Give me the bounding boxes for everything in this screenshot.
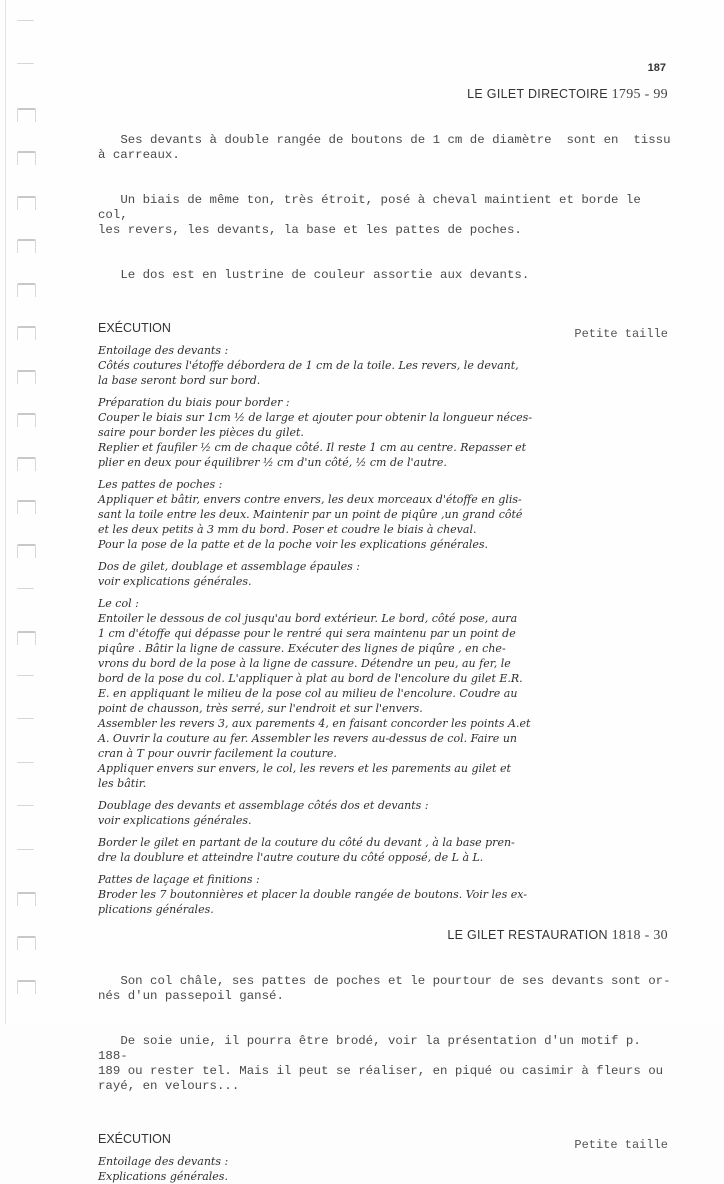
binder-hole-icon — [17, 457, 36, 471]
page-number: 187 — [647, 62, 666, 74]
binder-hole-icon — [17, 151, 36, 165]
binder-edge-line — [5, 0, 6, 1024]
step-line: Entoiler le dessous de col jusqu'au bord extérieur. Le bord, côté pose, aura — [98, 612, 518, 625]
step-heading: Dos de gilet, doublage et assemblage épaules : — [98, 560, 360, 573]
instruction-step — [98, 395, 672, 470]
step-line: Assembler les revers 3, aux parements 4, en faisant concorder les points A.et — [98, 717, 531, 730]
instruction-step — [98, 872, 672, 917]
step-line: 1 cm d'étoffe qui dépasse pour le rentré qui sera maintenu par un point de — [98, 627, 516, 640]
binder-hole-icon — [17, 196, 36, 210]
instruction-step — [98, 596, 672, 791]
step-line: Appliquer et bâtir, envers contre envers, les deux morceaux d'étoffe en glis- — [98, 493, 522, 506]
step-line: vrons du bord de la pose à la ligne de cassure. Détendre un peu, au fer, le — [98, 657, 511, 670]
size-label: Petite taille — [574, 327, 668, 341]
binder-hole-icon — [17, 239, 36, 253]
binder-hole-icon — [17, 413, 36, 427]
page-number-row — [98, 58, 666, 74]
step-line: E. en appliquant le milieu de la pose col au milieu de l'encolure. Coudre au — [98, 687, 518, 700]
step-line: Couper le biais sur 1cm ½ de large et ajouter pour obtenir la longueur néces- — [98, 411, 533, 424]
step-heading: Préparation du biais pour border : — [98, 396, 290, 409]
step-line: Côtés coutures l'étoffe débordera de 1 cm de la toile. Les revers, le devant, — [98, 359, 519, 372]
intro-paragraph: De soie unie, il pourra être brodé, voir la présentation d'un motif p. 188- 189 ou rester tel. Mais il peut se réaliser, en piqué ou casimir à fleurs ou rayé, en velours... — [98, 1034, 664, 1093]
step-line: Pour la pose de la patte et de la poche voir les explications générales. — [98, 538, 489, 551]
step-heading: Doublage des devants et assemblage côtés dos et devants : — [98, 799, 429, 812]
binder-hole-icon — [17, 326, 36, 340]
step-line: point de chausson, très serré, sur l'endroit et sur l'envers. — [98, 702, 423, 715]
binder-hole-icon — [17, 108, 36, 122]
instruction-step — [98, 477, 672, 552]
binder-hole-icon — [17, 20, 34, 21]
step-line: Broder les 7 boutonnières et placer la double rangée de boutons. Voir les ex- — [98, 888, 527, 901]
binder-hole-icon — [17, 370, 36, 384]
step-line: Explications générales. — [98, 1170, 228, 1183]
binder-hole-icon — [17, 718, 34, 719]
execution-row — [98, 321, 672, 343]
binder-hole-icon — [17, 675, 34, 676]
section-years: 1818 - 30 — [611, 928, 668, 943]
intro-paragraph: Ses devants à double rangée de boutons de 1 cm de diamètre sont en tissu à carreaux. — [98, 133, 671, 162]
step-line: sant la toile entre les deux. Maintenir par un point de piqûre ,un grand côté — [98, 508, 523, 521]
binder-hole-icon — [17, 762, 34, 763]
step-line: bord de la pose du col. L'appliquer à plat au bord de l'encolure du gilet E.R. — [98, 672, 523, 685]
step-line: Appliquer envers sur envers, le col, les revers et les parements au gilet et — [98, 762, 511, 775]
instruction-step — [98, 559, 672, 589]
step-line: et les deux petits à 3 mm du bord. Poser et coudre le biais à cheval. — [98, 523, 477, 536]
execution-row — [98, 1132, 672, 1154]
step-line: Border le gilet en partant de la couture du côté du devant , à la base pren- — [98, 836, 515, 849]
binder-hole-icon — [17, 544, 36, 558]
section-title-text: LE GILET RESTAURATION — [447, 928, 608, 942]
step-heading: Entoilage des devants : — [98, 344, 229, 357]
step-heading: Pattes de laçage et finitions : — [98, 873, 260, 886]
binder-hole-icon — [17, 63, 34, 64]
step-line: voir explications générales. — [98, 814, 252, 827]
binder-hole-icon — [17, 936, 36, 950]
instruction-step — [98, 1154, 672, 1184]
step-heading: Le col : — [98, 597, 139, 610]
execution-heading: EXÉCUTION — [98, 321, 171, 335]
step-line: les bâtir. — [98, 777, 147, 790]
step-line: A. Ouvrir la couture au fer. Assembler les revers au-dessus de col. Faire un — [98, 732, 517, 745]
execution-heading: EXÉCUTION — [98, 1132, 171, 1146]
step-line: voir explications générales. — [98, 575, 252, 588]
step-line: Replier et faufiler ½ cm de chaque côté. Il reste 1 cm au centre. Repasser et — [98, 441, 527, 454]
binder-hole-icon — [17, 980, 36, 994]
section-intro — [98, 103, 672, 313]
step-line: la base seront bord sur bord. — [98, 374, 261, 387]
step-line: saire pour border les pièces du gilet. — [98, 426, 304, 439]
section-intro — [98, 944, 672, 1124]
binder-hole-icon — [17, 805, 34, 806]
binder-hole-icon — [17, 631, 36, 645]
intro-paragraph: Le dos est en lustrine de couleur assortie aux devants. — [98, 268, 530, 282]
instructions — [98, 1154, 672, 1184]
intro-paragraph: Un biais de même ton, très étroit, posé à cheval maintient et borde le col, les revers, les devants, la base et les pattes de poches. — [98, 193, 641, 237]
step-line: plier en deux pour équilibrer ½ cm d'un côté, ½ cm de l'autre. — [98, 456, 447, 469]
section-title-restauration — [98, 927, 668, 944]
section-title-directoire — [98, 86, 668, 103]
binder-hole-icon — [17, 892, 36, 906]
step-line: cran à T pour ouvrir facilement la couture. — [98, 747, 337, 760]
section-title-text: LE GILET DIRECTOIRE — [467, 87, 608, 101]
section-years: 1795 - 99 — [611, 87, 668, 102]
instruction-step — [98, 798, 672, 828]
binder-hole-icon — [17, 588, 34, 589]
step-line: piqûre . Bâtir la ligne de cassure. Exécuter des lignes de piqûre , en che- — [98, 642, 506, 655]
instructions — [98, 343, 672, 917]
step-heading: Entoilage des devants : — [98, 1155, 229, 1168]
size-label: Petite taille — [574, 1138, 668, 1152]
step-heading: Les pattes de poches : — [98, 478, 223, 491]
binder-hole-icon — [17, 283, 36, 297]
instruction-step — [98, 835, 672, 865]
intro-paragraph: Son col châle, ses pattes de poches et le pourtour de ses devants sont or- nés d'un passepoil gansé. — [98, 974, 671, 1003]
instruction-step — [98, 343, 672, 388]
step-line: plications générales. — [98, 903, 214, 916]
text-column — [98, 58, 672, 1184]
step-line: dre la doublure et atteindre l'autre couture du côté opposé, de L à L. — [98, 851, 484, 864]
binder-hole-icon — [17, 849, 34, 850]
binder-hole-icon — [17, 500, 36, 514]
